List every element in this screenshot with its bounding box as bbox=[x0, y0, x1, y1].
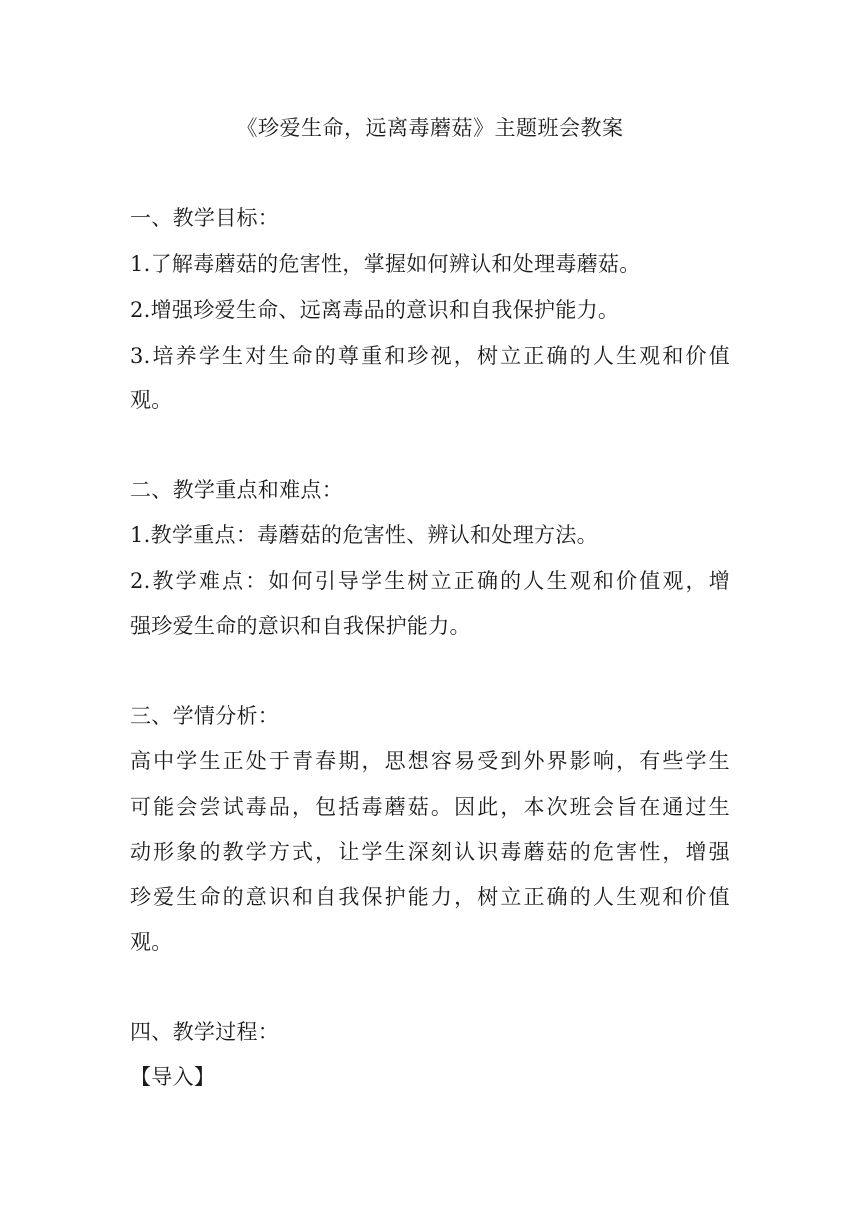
process-intro-label: 【导入】 bbox=[130, 1065, 216, 1089]
key-point-line-1: 1.教学重点：毒蘑菇的危害性、辨认和处理方法。 bbox=[130, 523, 598, 547]
analysis-line-2: 可能会尝试毒品，包括毒蘑菇。因此，本次班会旨在通过生 bbox=[130, 795, 730, 819]
section-heading-objectives: 一、教学目标： bbox=[130, 206, 280, 230]
analysis-line-4: 珍爱生命的意识和自我保护能力，树立正确的人生观和价值 bbox=[130, 885, 730, 909]
key-point-line-2: 2.教学难点：如何引导学生树立正确的人生观和价值观，增 bbox=[130, 569, 730, 593]
section-heading-key-points: 二、教学重点和难点： bbox=[130, 478, 343, 502]
document-title: 《珍爱生命，远离毒蘑菇》主题班会教案 bbox=[236, 116, 624, 140]
analysis-line-1: 高中学生正处于青春期，思想容易受到外界影响，有些学生 bbox=[130, 749, 730, 773]
analysis-line-5: 观。 bbox=[130, 930, 173, 954]
objective-line-3: 3.培养学生对生命的尊重和珍视，树立正确的人生观和价值 bbox=[130, 344, 730, 368]
section-heading-process: 四、教学过程： bbox=[130, 1020, 280, 1044]
key-point-line-2-cont: 强珍爱生命的意识和自我保护能力。 bbox=[130, 614, 471, 638]
analysis-line-3: 动形象的教学方式，让学生深刻认识毒蘑菇的危害性，增强 bbox=[130, 840, 730, 864]
objective-line-1: 1.了解毒蘑菇的危害性，掌握如何辨认和处理毒蘑菇。 bbox=[130, 252, 641, 276]
objective-line-2: 2.增强珍爱生命、远离毒品的意识和自我保护能力。 bbox=[130, 298, 620, 322]
section-heading-analysis: 三、学情分析： bbox=[130, 704, 280, 728]
objective-line-3-cont: 观。 bbox=[130, 388, 173, 412]
